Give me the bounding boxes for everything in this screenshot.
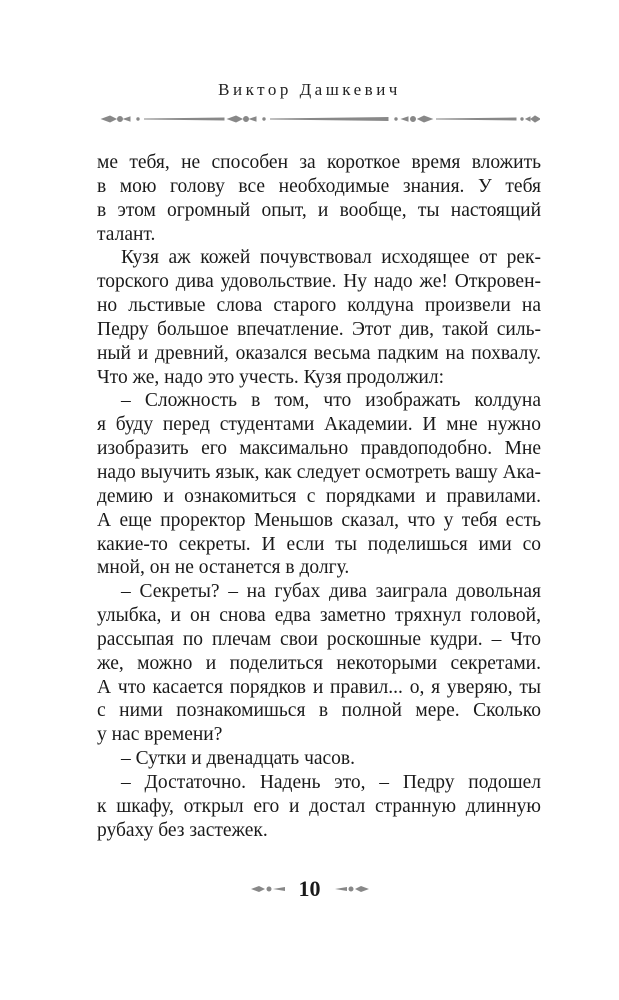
page-number: 10 <box>298 876 321 901</box>
text-line: какие-то секреты. И если ты поделишься ими со <box>97 533 541 555</box>
text-line: с ними познакомишься в полной мере. Сколько <box>97 700 541 722</box>
page-body-text <box>97 151 541 842</box>
text-line: – Секреты? – на губах дива заиграла довольная <box>121 581 541 603</box>
text-line: в этом огромный опыт, и вообще, ты настоящий <box>97 199 541 221</box>
text-line: А еще проректор Меньшов сказал, что у тебя есть <box>97 509 541 531</box>
text-line: талант. <box>97 223 156 245</box>
text-line: – Достаточно. Надень это, – Педру подошел <box>121 771 541 793</box>
text-line: Педру большое впечатление. Этот див, такой силь- <box>97 318 541 340</box>
footer-ornament-right-icon <box>333 883 369 895</box>
text-line: я буду перед студентами Академии. И мне нужно <box>97 414 541 436</box>
text-line: но льстивые слова старого колдуна произвели на <box>97 295 541 317</box>
footer-ornament-left-icon <box>251 883 287 895</box>
text-line: же, можно и поделиться некоторыми секретами. <box>97 652 541 674</box>
text-line: А что касается порядков и правил... о, я уверяю, ты <box>97 676 541 698</box>
text-line: рубаху без застежек. <box>97 819 268 841</box>
text-line: к шкафу, открыл его и достал странную длинную <box>97 795 541 817</box>
text-line: изобразить его максимально правдоподобно. Мне <box>97 438 541 460</box>
text-line: улыбка, и он снова едва заметно тряхнул головой, <box>97 605 541 627</box>
text-line: демию и ознакомиться с порядками и правилами. <box>97 485 541 507</box>
header-ornament-divider <box>100 112 540 126</box>
text-line: у нас времени? <box>97 724 223 746</box>
text-line: мной, он не останется в долгу. <box>97 557 350 579</box>
text-line: надо выучить язык, как следует осмотреть вашу Ака- <box>97 461 541 483</box>
text-line: – Сложность в том, что изображать колдуна <box>121 390 541 412</box>
page-footer <box>0 876 619 902</box>
text-line: – Сутки и двенадцать часов. <box>121 748 356 770</box>
running-header-author: Виктор Дашкевич <box>218 80 401 99</box>
text-line: Что же, надо это учесть. Кузя продолжил: <box>97 366 445 388</box>
text-line: ме тебя, не способен за короткое время вложить <box>97 152 541 173</box>
text-line: Кузя аж кожей почувствовал исходящее от рек- <box>121 247 541 269</box>
text-line: торского дива удовольствие. Ну надо же! Откровен- <box>97 271 541 293</box>
text-line: рассыпая по плечам свои роскошные кудри. – Что <box>97 628 541 650</box>
text-line: в мою голову все необходимые знания. У тебя <box>97 175 541 197</box>
text-line: ный и древний, оказался весьма падким на похвалу. <box>97 342 541 364</box>
